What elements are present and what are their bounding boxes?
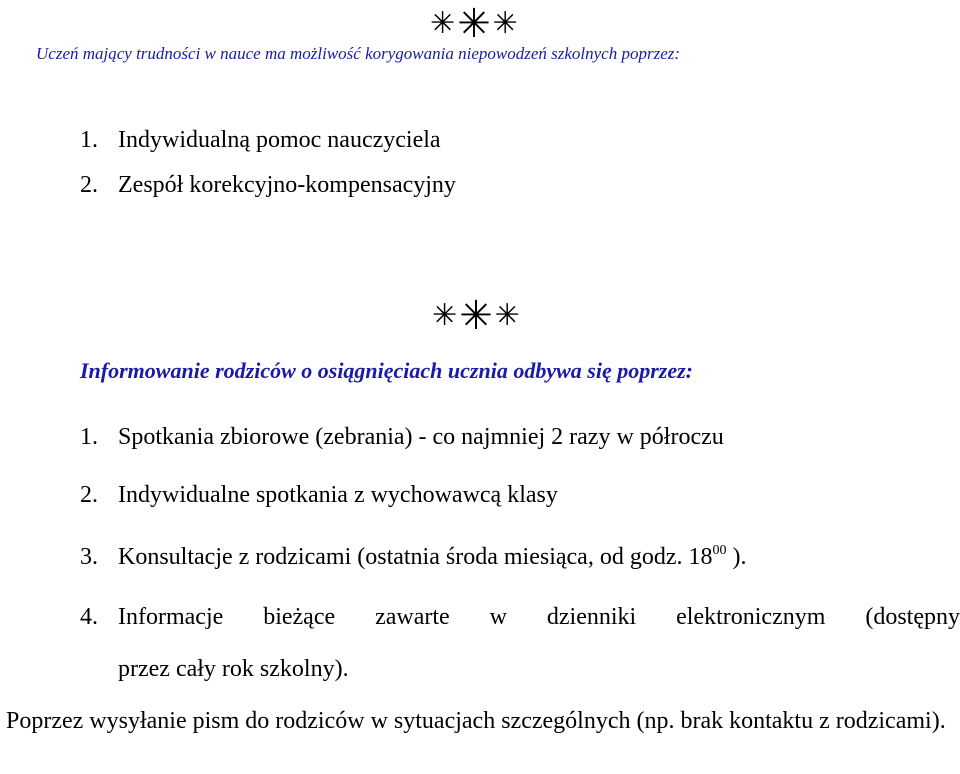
list-item [80,424,724,451]
list-item [80,544,746,571]
list-item-text-end: ). [726,544,747,570]
list-item-number: 2. [80,172,98,198]
list-item-text: Informacje bieżące zawarte w dzienniki elektronicznym (dostępny [118,604,960,630]
list-item-text: Zespół korekcyjno-kompensacyjny [118,172,456,198]
list-item-text: Spotkania zbiorowe (zebrania) - co najmniej 2 razy w półroczu [118,424,724,450]
list-item-number: 1. [80,424,98,450]
hour-superscript: 00 [712,543,727,558]
section-divider-ornament [432,293,522,339]
list-item-number: 4. [80,604,98,630]
list-item-number: 3. [80,544,98,570]
asterisk-icon: ✳ [432,298,460,333]
list-item-text: Indywidualną pomoc nauczyciela [118,127,441,153]
asterisk-icon: ✳ [492,6,520,41]
list-item-text: Indywidualne spotkania z wychowawcą klasy [118,482,558,508]
list-item [80,127,441,154]
section1-intro: Uczeń mający trudności w nauce ma możliwość korygowania niepowodzeń szkolnych poprzez: [36,44,681,63]
list-item-text: Konsultacje z rodzicami (ostatnia środa miesiąca, od godz. 18 [118,544,713,570]
list-item [80,172,456,199]
closing-paragraph: Poprzez wysyłanie pism do rodziców w sytuacjach szczególnych (np. brak kontaktu z rodzicami). [6,708,946,734]
list-item-number: 1. [80,127,98,153]
section2-heading: Informowanie rodziców o osiągnięciach ucznia odbywa się poprzez: [80,358,693,383]
list-item-number: 2. [80,482,98,508]
list-item [80,482,558,509]
asterisk-icon: ✳ [457,1,493,47]
list-item [80,604,960,631]
section-divider-ornament [430,1,520,47]
list-item-continuation: przez cały rok szkolny). [118,656,349,682]
asterisk-icon: ✳ [494,298,522,333]
asterisk-icon: ✳ [459,293,495,339]
asterisk-icon: ✳ [430,6,458,41]
